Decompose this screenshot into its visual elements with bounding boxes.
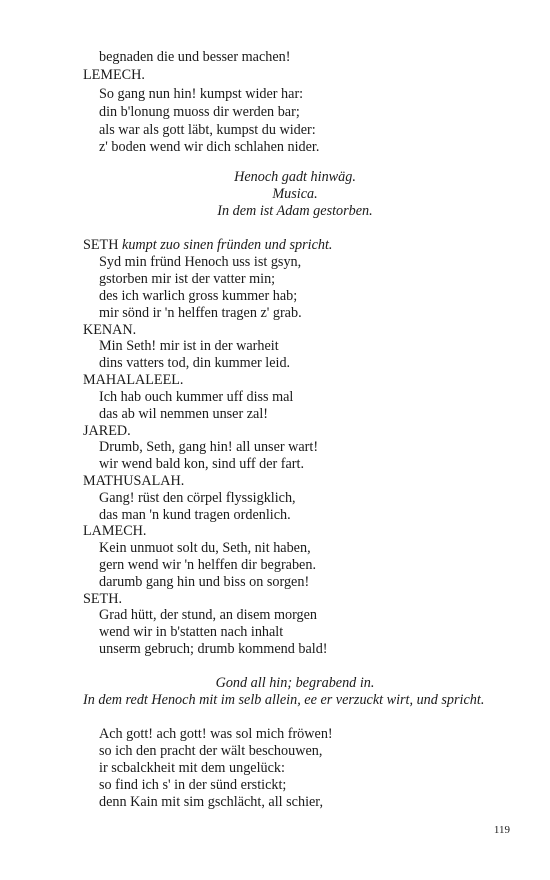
verse-line: Syd min fründ Henoch uss ist gsyn,: [99, 254, 302, 270]
speaker-with-direction: [83, 238, 332, 252]
speaker-name: SETH.: [83, 591, 123, 607]
verse-line: mir sönd ir 'n helffen tragen z' grab.: [99, 305, 302, 321]
speaker-name: MAHALALEEL.: [83, 372, 184, 388]
stage-direction: In dem ist Adam gestorben.: [217, 203, 373, 219]
stage-direction: In dem redt Henoch mit im selb allein, ee er verzuckt wirt, und spricht.: [83, 692, 485, 708]
verse-line: begnaden die und besser machen!: [99, 49, 291, 65]
verse-line: dins vatters tod, din kummer leid.: [99, 355, 291, 371]
verse-line: darumb gang hin und biss on sorgen!: [99, 574, 310, 590]
verse-line: z' boden wend wir dich schlahen nider.: [99, 139, 320, 155]
verse-line: Gang! rüst den cörpel flyssigklich,: [99, 490, 296, 506]
verse-line: ir scbalckheit mit dem ungelück:: [99, 760, 285, 776]
verse-line: wend wir in b'statten nach inhalt: [99, 624, 284, 640]
verse-line: gern wend wir 'n helffen dir begraben.: [99, 557, 316, 573]
stage-direction: Henoch gadt hinwäg.: [234, 169, 356, 185]
stage-direction: Musica.: [272, 186, 318, 202]
speaker-name: LAMECH.: [83, 523, 147, 539]
verse-line: denn Kain mit sim gschlächt, all schier,: [99, 794, 324, 810]
stage-direction: Gond all hin; begrabend in.: [215, 675, 375, 691]
verse-line: gstorben mir ist der vatter min;: [99, 271, 276, 287]
verse-line: Min Seth! mir ist in der warheit: [99, 338, 279, 354]
speaker-name: SETH: [83, 237, 119, 253]
verse-line: das ab wil nemmen unser zal!: [99, 406, 269, 422]
verse-line: Grad hütt, der stund, an disem morgen: [99, 607, 318, 623]
speaker-name: KENAN.: [83, 322, 137, 338]
speaker-name: MATHUSALAH.: [83, 473, 185, 489]
verse-line: das man 'n kund tragen ordenlich.: [99, 507, 291, 523]
speaker-name: LEMECH.: [83, 67, 145, 83]
verse-line: Drumb, Seth, gang hin! all unser wart!: [99, 439, 319, 455]
verse-line: Ach gott! ach gott! was sol mich fröwen!: [99, 726, 333, 742]
verse-line: So gang nun hin! kumpst wider har:: [99, 86, 304, 102]
verse-line: Kein unmuot solt du, Seth, nit haben,: [99, 540, 311, 556]
verse-line: din b'lonung muoss dir werden bar;: [99, 104, 300, 120]
verse-line: so find ich s' in der sünd erstickt;: [99, 777, 287, 793]
verse-line: als war als gott läbt, kumpst du wider:: [99, 122, 316, 138]
verse-line: so ich den pracht der wält beschouwen,: [99, 743, 323, 759]
stage-direction: kumpt zuo sinen fründen und spricht.: [118, 237, 333, 253]
speaker-name: JARED.: [83, 423, 131, 439]
verse-line: wir wend bald kon, sind uff der fart.: [99, 456, 305, 472]
page-number: 119: [493, 824, 510, 836]
verse-line: unserm gebruch; drumb kommend bald!: [99, 641, 328, 657]
verse-line: des ich warlich gross kummer hab;: [99, 288, 298, 304]
verse-line: Ich hab ouch kummer uff diss mal: [99, 389, 294, 405]
